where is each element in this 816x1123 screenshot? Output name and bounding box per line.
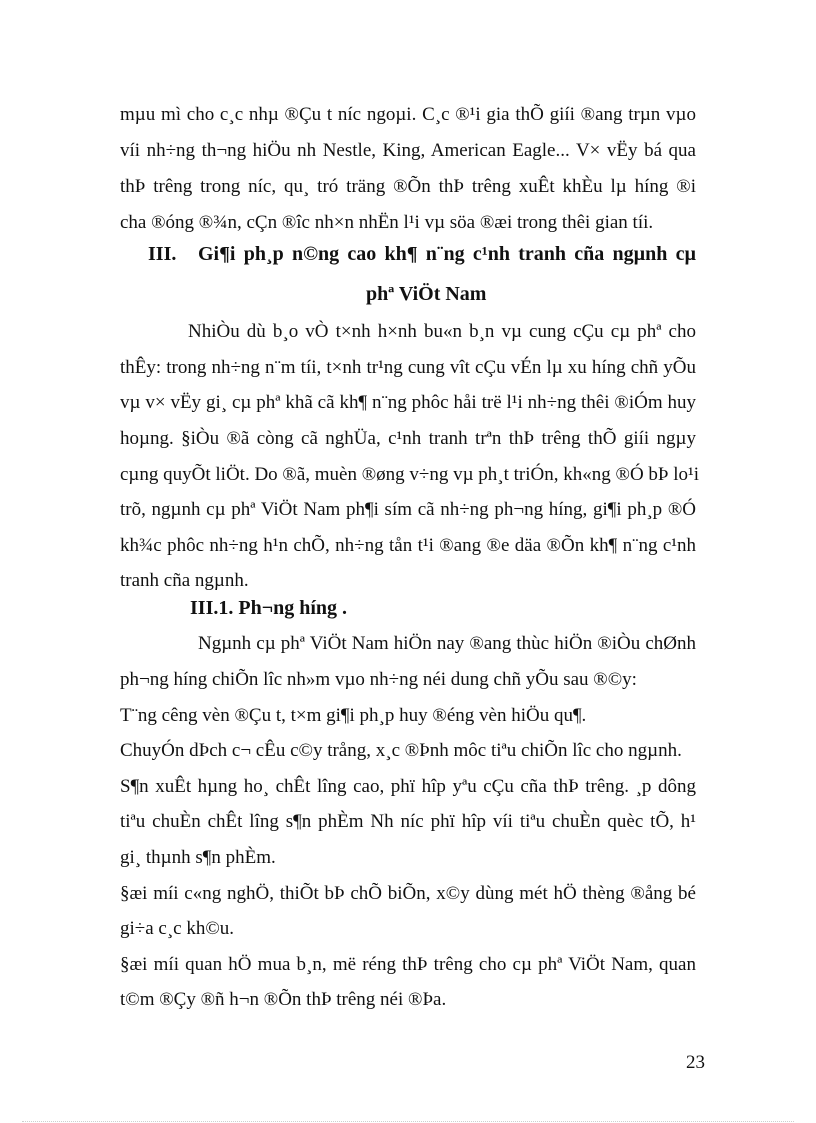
text-line: S¶n xuÊt hµng ho¸ chÊt lîng cao, phï hîp yªu cÇu cña thÞ trêng. ¸p dông xyxy=(120,776,696,797)
text-line: §æi míi quan hÖ mua b¸n, më réng thÞ trêng cho cµ phª ViÖt Nam, quan xyxy=(120,954,696,975)
text-line: víi nh÷ng th¬ng hiÖu nh Nestle, King, American Eagle... V× vËy bá qua xyxy=(120,140,696,161)
text-line: ph¬ng híng chiÕn lîc nh»m vµo nh÷ng néi dung chñ yÕu sau ®©y: xyxy=(120,669,637,690)
text-line: ChuyÓn dÞch c¬ cÊu c©y trång, x¸c ®Þnh môc tiªu chiÕn lîc cho ngµnh. xyxy=(120,740,682,761)
text-line: NhiÒu dù b¸o vÒ t×nh h×nh bu«n b¸n vµ cung cÇu cµ phª cho xyxy=(188,321,696,342)
text-line: §æi míi c«ng nghÖ, thiÕt bÞ chÕ biÕn, x©y dùng mét hÖ thèng ®ång bé xyxy=(120,883,696,904)
text-line: cµng quyÕt liÖt. Do ®ã, muèn ®øng v÷ng vµ ph¸t triÓn, kh«ng ®Ó bÞ lo¹i xyxy=(120,464,699,485)
text-line: tiªu chuÈn chÊt lîng s¶n phÈm Nh níc phï hîp víi tiªu chuÈn quèc tÕ, h¹ xyxy=(120,811,696,832)
text-line: gi¸ thµnh s¶n phÈm. xyxy=(120,847,276,868)
text-line: thÊy: trong nh÷ng n¨m tíi, t×nh tr¹ng cung vît cÇu vÉn lµ xu híng chñ yÕu xyxy=(120,357,696,378)
text-line: tranh cña ngµnh. xyxy=(120,570,249,591)
text-line: thÞ trêng trong níc, qu¸ tró träng ®Õn thÞ trêng xuÊt khÈu lµ híng ®i xyxy=(120,176,696,197)
text-line: kh¾c phôc nh÷ng h¹n chÕ, nh÷ng tån t¹i ®ang ®e däa ®Õn kh¶ n¨ng c¹nh xyxy=(120,535,696,556)
text-line: cha ®óng ®¾n, cÇn ®îc nh×n nhËn l¹i vµ söa ®æi trong thêi gian tíi. xyxy=(120,212,654,233)
section-heading-line: phª ViÖt Nam xyxy=(366,283,487,305)
section-heading-line: Gi¶i ph¸p n©ng cao kh¶ n¨ng c¹nh tranh cña ngµnh cµ xyxy=(198,243,696,265)
text-line: t©m ®Çy ®ñ h¬n ®Õn thÞ trêng néi ®Þa. xyxy=(120,989,447,1010)
text-line: vµ v× vËy gi¸ cµ phª khã cã kh¶ n¨ng phôc håi trë l¹i nh÷ng thêi ®iÓm huy xyxy=(120,392,696,413)
text-line: Ngµnh cµ phª ViÖt Nam hiÖn nay ®ang thùc hiÖn ®iÒu chØnh xyxy=(198,633,696,654)
text-line: T¨ng cêng vèn ®Çu t, t×m gi¶i ph¸p huy ®éng vèn hiÖu qu¶. xyxy=(120,705,587,726)
text-line: mµu mì cho c¸c nhµ ®Çu t níc ngoµi. C¸c ®¹i gia thÕ giíi ®ang trµn vµo xyxy=(120,104,696,125)
text-line: gi÷a c¸c kh©u. xyxy=(120,918,235,939)
text-line: hoµng. §iÒu ®ã còng cã nghÜa, c¹nh tranh trªn thÞ trêng thÕ giíi ngµy xyxy=(120,428,696,449)
subsection-heading: III.1. Ph¬ng híng . xyxy=(190,597,348,619)
page-number: 23 xyxy=(686,1052,705,1073)
page-bottom-divider xyxy=(22,1121,794,1122)
section-number: III. xyxy=(148,243,177,265)
text-line: trõ, ngµnh cµ phª ViÖt Nam ph¶i sím cã nh÷ng ph¬ng híng, gi¶i ph¸p ®Ó xyxy=(120,499,696,520)
